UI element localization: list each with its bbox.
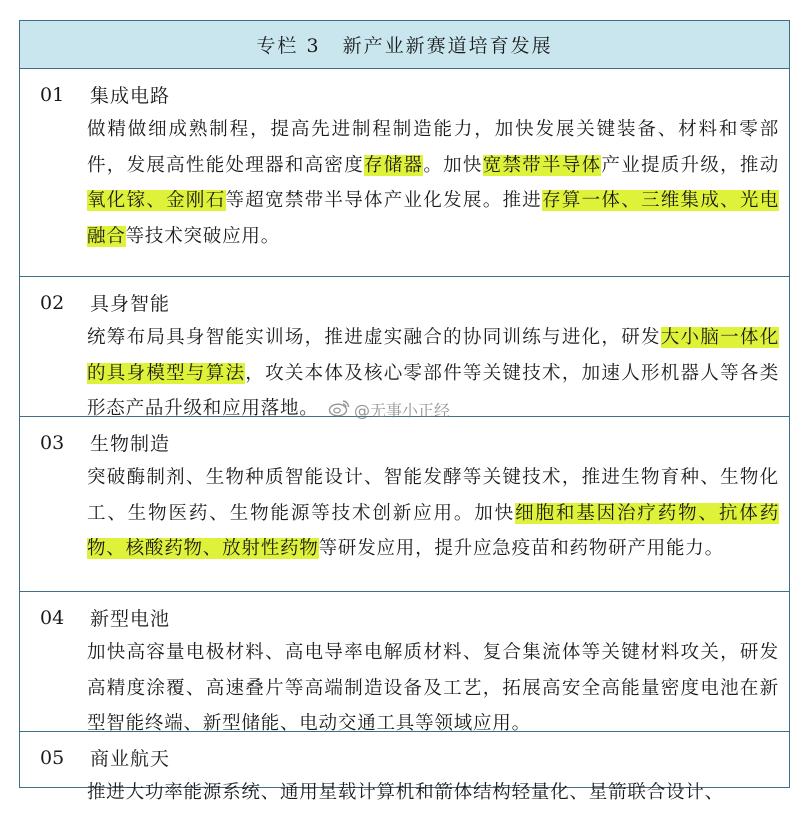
- section-number: 05: [40, 746, 65, 769]
- highlight-text: 大小脑一体化的具身模型与算法: [87, 327, 779, 384]
- section-title: 具身智能: [90, 293, 171, 315]
- body-text: 加快高容量电极材料、高电导率电解质材料、复合集流体等关键材料攻关，研发高精度涂覆、高速叠片等高端制造设备及工艺，拓展高安全高能量密度电池在新型智能终端、新型储能、电动交通工具等领域应用。: [87, 642, 779, 734]
- section-number: 01: [40, 83, 65, 106]
- section-title: 商业航天: [90, 748, 171, 770]
- highlight-text: 存储器: [363, 154, 424, 176]
- section-embodied-ai: [20, 277, 789, 417]
- highlight-text: 氧化镓、金刚石: [87, 190, 226, 211]
- box-number: 专栏 3: [256, 35, 321, 57]
- section-number: 04: [40, 606, 65, 629]
- section-title: 集成电路: [90, 85, 171, 107]
- section-bio-manufacturing: [20, 417, 789, 592]
- highlight-text: 细胞和基因治疗药物、抗体药物、核酸药物、放射性药物: [87, 502, 779, 559]
- body-text: ，攻关本体及核心零部件等关键技术，加速人形机器人等各类形态产品升级和应用落地。: [87, 362, 779, 419]
- section-body: [40, 635, 779, 742]
- section-number: 03: [40, 431, 65, 454]
- weibo-icon: [328, 399, 354, 421]
- body-text: 产业提质升级，推动: [601, 154, 779, 176]
- body-text: 做精做细成熟制程，提高先进制程制造能力，加快发展关键装备、材料和零部件，发展高性能处理器和高密度: [87, 119, 779, 176]
- body-text: 等技术突破应用。: [125, 225, 281, 247]
- box-title: 新产业新赛道培育发展: [342, 35, 553, 57]
- watermark: [328, 398, 450, 421]
- body-text: 突破酶制剂、生物种质智能设计、智能发酵等关键技术，推进生物育种、生物化工、生物医药、生物能源等技术创新应用。加快: [87, 467, 779, 524]
- body-text: 推进大功率能源系统、通用星载计算机和箭体结构轻量化、星箭联合设计、: [87, 782, 724, 803]
- body-text: 等研发应用，提升应急疫苗和药物研产用能力。: [318, 538, 724, 559]
- section-title: 新型电池: [90, 608, 171, 630]
- body-text: 等超宽禁带半导体产业化发展。推进: [225, 190, 543, 211]
- section-body: [40, 460, 779, 567]
- section-title: 生物制造: [90, 433, 171, 455]
- section-number: 02: [40, 291, 65, 314]
- section-body: [40, 775, 779, 811]
- section-commercial-aerospace: [20, 732, 789, 802]
- section-body: [40, 112, 779, 254]
- watermark-text: @无事小正经: [354, 401, 451, 420]
- section-new-batteries: [20, 592, 789, 732]
- highlight-text: 宽禁带半导体: [482, 154, 602, 176]
- highlight-text: 存算一体、三维集成、光电融合: [87, 190, 779, 247]
- box-header: [20, 21, 789, 69]
- body-text: 。加快: [423, 154, 483, 176]
- body-text: 统筹布局具身智能实训场，推进虚实融合的协同训练与进化，研发: [87, 327, 661, 348]
- section-integrated-circuits: [20, 69, 789, 277]
